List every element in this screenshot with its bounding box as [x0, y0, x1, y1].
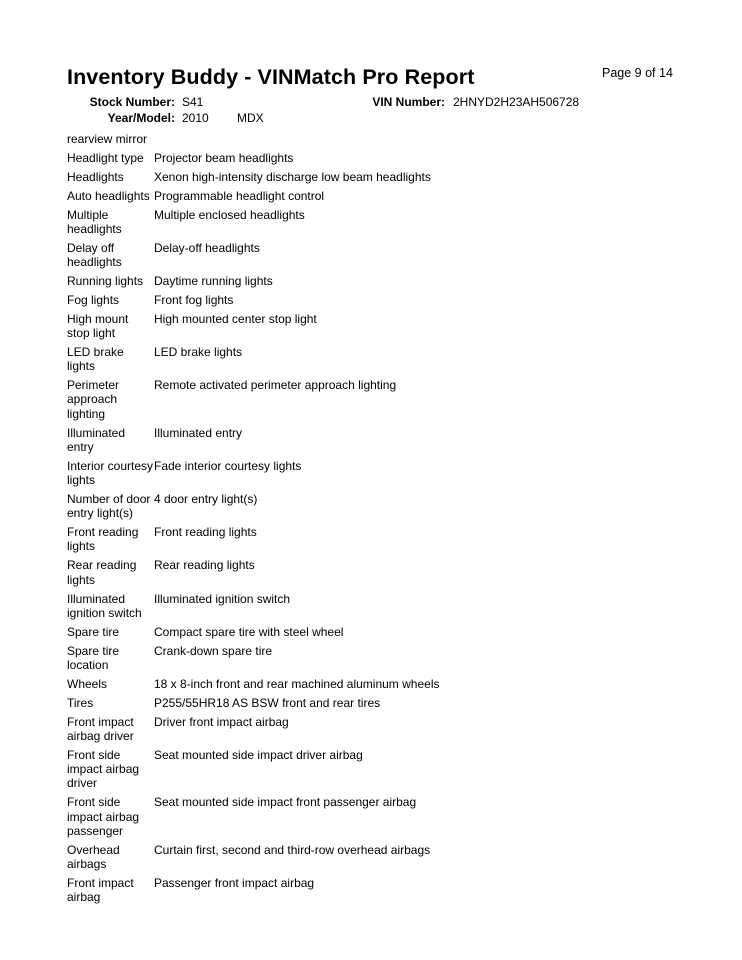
spec-value: 4 door entry light(s): [154, 491, 258, 506]
spec-value: Curtain first, second and third-row overhead airbags: [154, 842, 431, 857]
spec-value: Remote activated perimeter approach lighting: [154, 378, 397, 393]
spec-value: Programmable headlight control: [154, 188, 325, 203]
spec-name: Spare tire: [67, 624, 120, 639]
spec-value: Fade interior courtesy lights: [154, 458, 302, 473]
stock-number-value: S41: [182, 95, 204, 109]
spec-name: Front side impact airbag passenger: [67, 795, 140, 838]
spec-name: Front side impact airbag driver: [67, 747, 140, 791]
spec-name: Rear reading lights: [67, 558, 137, 587]
spec-value: LED brake lights: [154, 344, 243, 359]
spec-value: Front reading lights: [154, 525, 257, 540]
spec-row: [67, 208, 667, 241]
spec-name: Front impact airbag: [67, 875, 134, 905]
spec-row: [67, 345, 667, 378]
spec-row: [67, 795, 667, 842]
spec-name: Delay off headlights: [67, 240, 122, 270]
spec-row: [67, 525, 667, 558]
spec-value: Multiple enclosed headlights: [154, 207, 305, 222]
spec-row: [67, 151, 667, 170]
spec-row: [67, 274, 667, 293]
spec-row: [67, 644, 667, 677]
report-title: Inventory Buddy - VINMatch Pro Report: [67, 65, 475, 89]
model-value: MDX: [237, 111, 264, 125]
spec-name: Perimeter approach lighting: [67, 378, 120, 421]
spec-value: Driver front impact airbag: [154, 714, 289, 729]
spec-row: [67, 189, 667, 208]
spec-name: Tires: [67, 695, 94, 710]
continuation-text: rearview mirror: [67, 132, 148, 146]
spec-row: [67, 492, 667, 525]
vin-label: VIN Number:: [372, 95, 445, 109]
spec-row: [67, 459, 667, 492]
page-number: Page 9 of 14: [602, 66, 673, 80]
spec-name: High mount stop light: [67, 311, 129, 341]
vehicle-spec-table: [67, 132, 667, 909]
spec-name: Headlights: [67, 169, 124, 184]
spec-value: Front fog lights: [154, 292, 234, 307]
spec-name: Number of door entry light(s): [67, 491, 151, 521]
spec-value: Xenon high-intensity discharge low beam headlights: [154, 169, 431, 184]
spec-row: [67, 715, 667, 748]
spec-value: High mounted center stop light: [154, 311, 317, 326]
spec-name: Headlight type: [67, 150, 144, 165]
spec-value: P255/55HR18 AS BSW front and rear tires: [154, 695, 381, 710]
spec-name: Running lights: [67, 273, 144, 288]
stock-number-label: Stock Number:: [89, 95, 175, 109]
spec-name: Multiple headlights: [67, 207, 122, 236]
spec-name: Illuminated ignition switch: [67, 591, 142, 620]
spec-row: [67, 241, 667, 274]
spec-name: Interior courtesy lights: [67, 458, 154, 488]
spec-value: Daytime running lights: [154, 273, 273, 288]
spec-name: Illuminated entry: [67, 425, 126, 454]
spec-name: Wheels: [67, 676, 108, 691]
spec-row: [67, 843, 667, 876]
continuation-row: [67, 132, 667, 151]
spec-value: Crank-down spare tire: [154, 643, 273, 658]
spec-value: Projector beam headlights: [154, 150, 294, 165]
spec-row: [67, 170, 667, 189]
spec-value: 18 x 8-inch front and rear machined aluminum wheels: [154, 676, 440, 691]
spec-row: [67, 748, 667, 795]
spec-name: Auto headlights: [67, 188, 150, 203]
spec-name: LED brake lights: [67, 344, 124, 374]
year-model-label: Year/Model:: [107, 111, 175, 125]
spec-row: [67, 677, 667, 696]
spec-row: [67, 876, 667, 909]
spec-row: [67, 312, 667, 345]
spec-row: [67, 625, 667, 644]
spec-row: [67, 696, 667, 715]
spec-row: [67, 426, 667, 459]
vin-value: 2HNYD2H23AH506728: [453, 95, 580, 109]
spec-value: Illuminated entry: [154, 425, 243, 440]
spec-name: Overhead airbags: [67, 842, 120, 872]
spec-name: Front impact airbag driver: [67, 714, 134, 743]
spec-name: Spare tire location: [67, 643, 120, 672]
spec-value: Seat mounted side impact driver airbag: [154, 747, 363, 762]
spec-value: Illuminated ignition switch: [154, 591, 291, 606]
spec-row: [67, 558, 667, 591]
spec-value: Passenger front impact airbag: [154, 875, 315, 890]
spec-value: Seat mounted side impact front passenger airbag: [154, 795, 417, 810]
spec-row: [67, 293, 667, 312]
year-value: 2010: [182, 111, 209, 125]
spec-value: Delay-off headlights: [154, 240, 260, 255]
spec-value: Rear reading lights: [154, 558, 255, 573]
spec-row: [67, 378, 667, 425]
spec-name: Fog lights: [67, 292, 120, 307]
spec-row: [67, 592, 667, 625]
spec-value: Compact spare tire with steel wheel: [154, 624, 344, 639]
spec-name: Front reading lights: [67, 525, 139, 554]
